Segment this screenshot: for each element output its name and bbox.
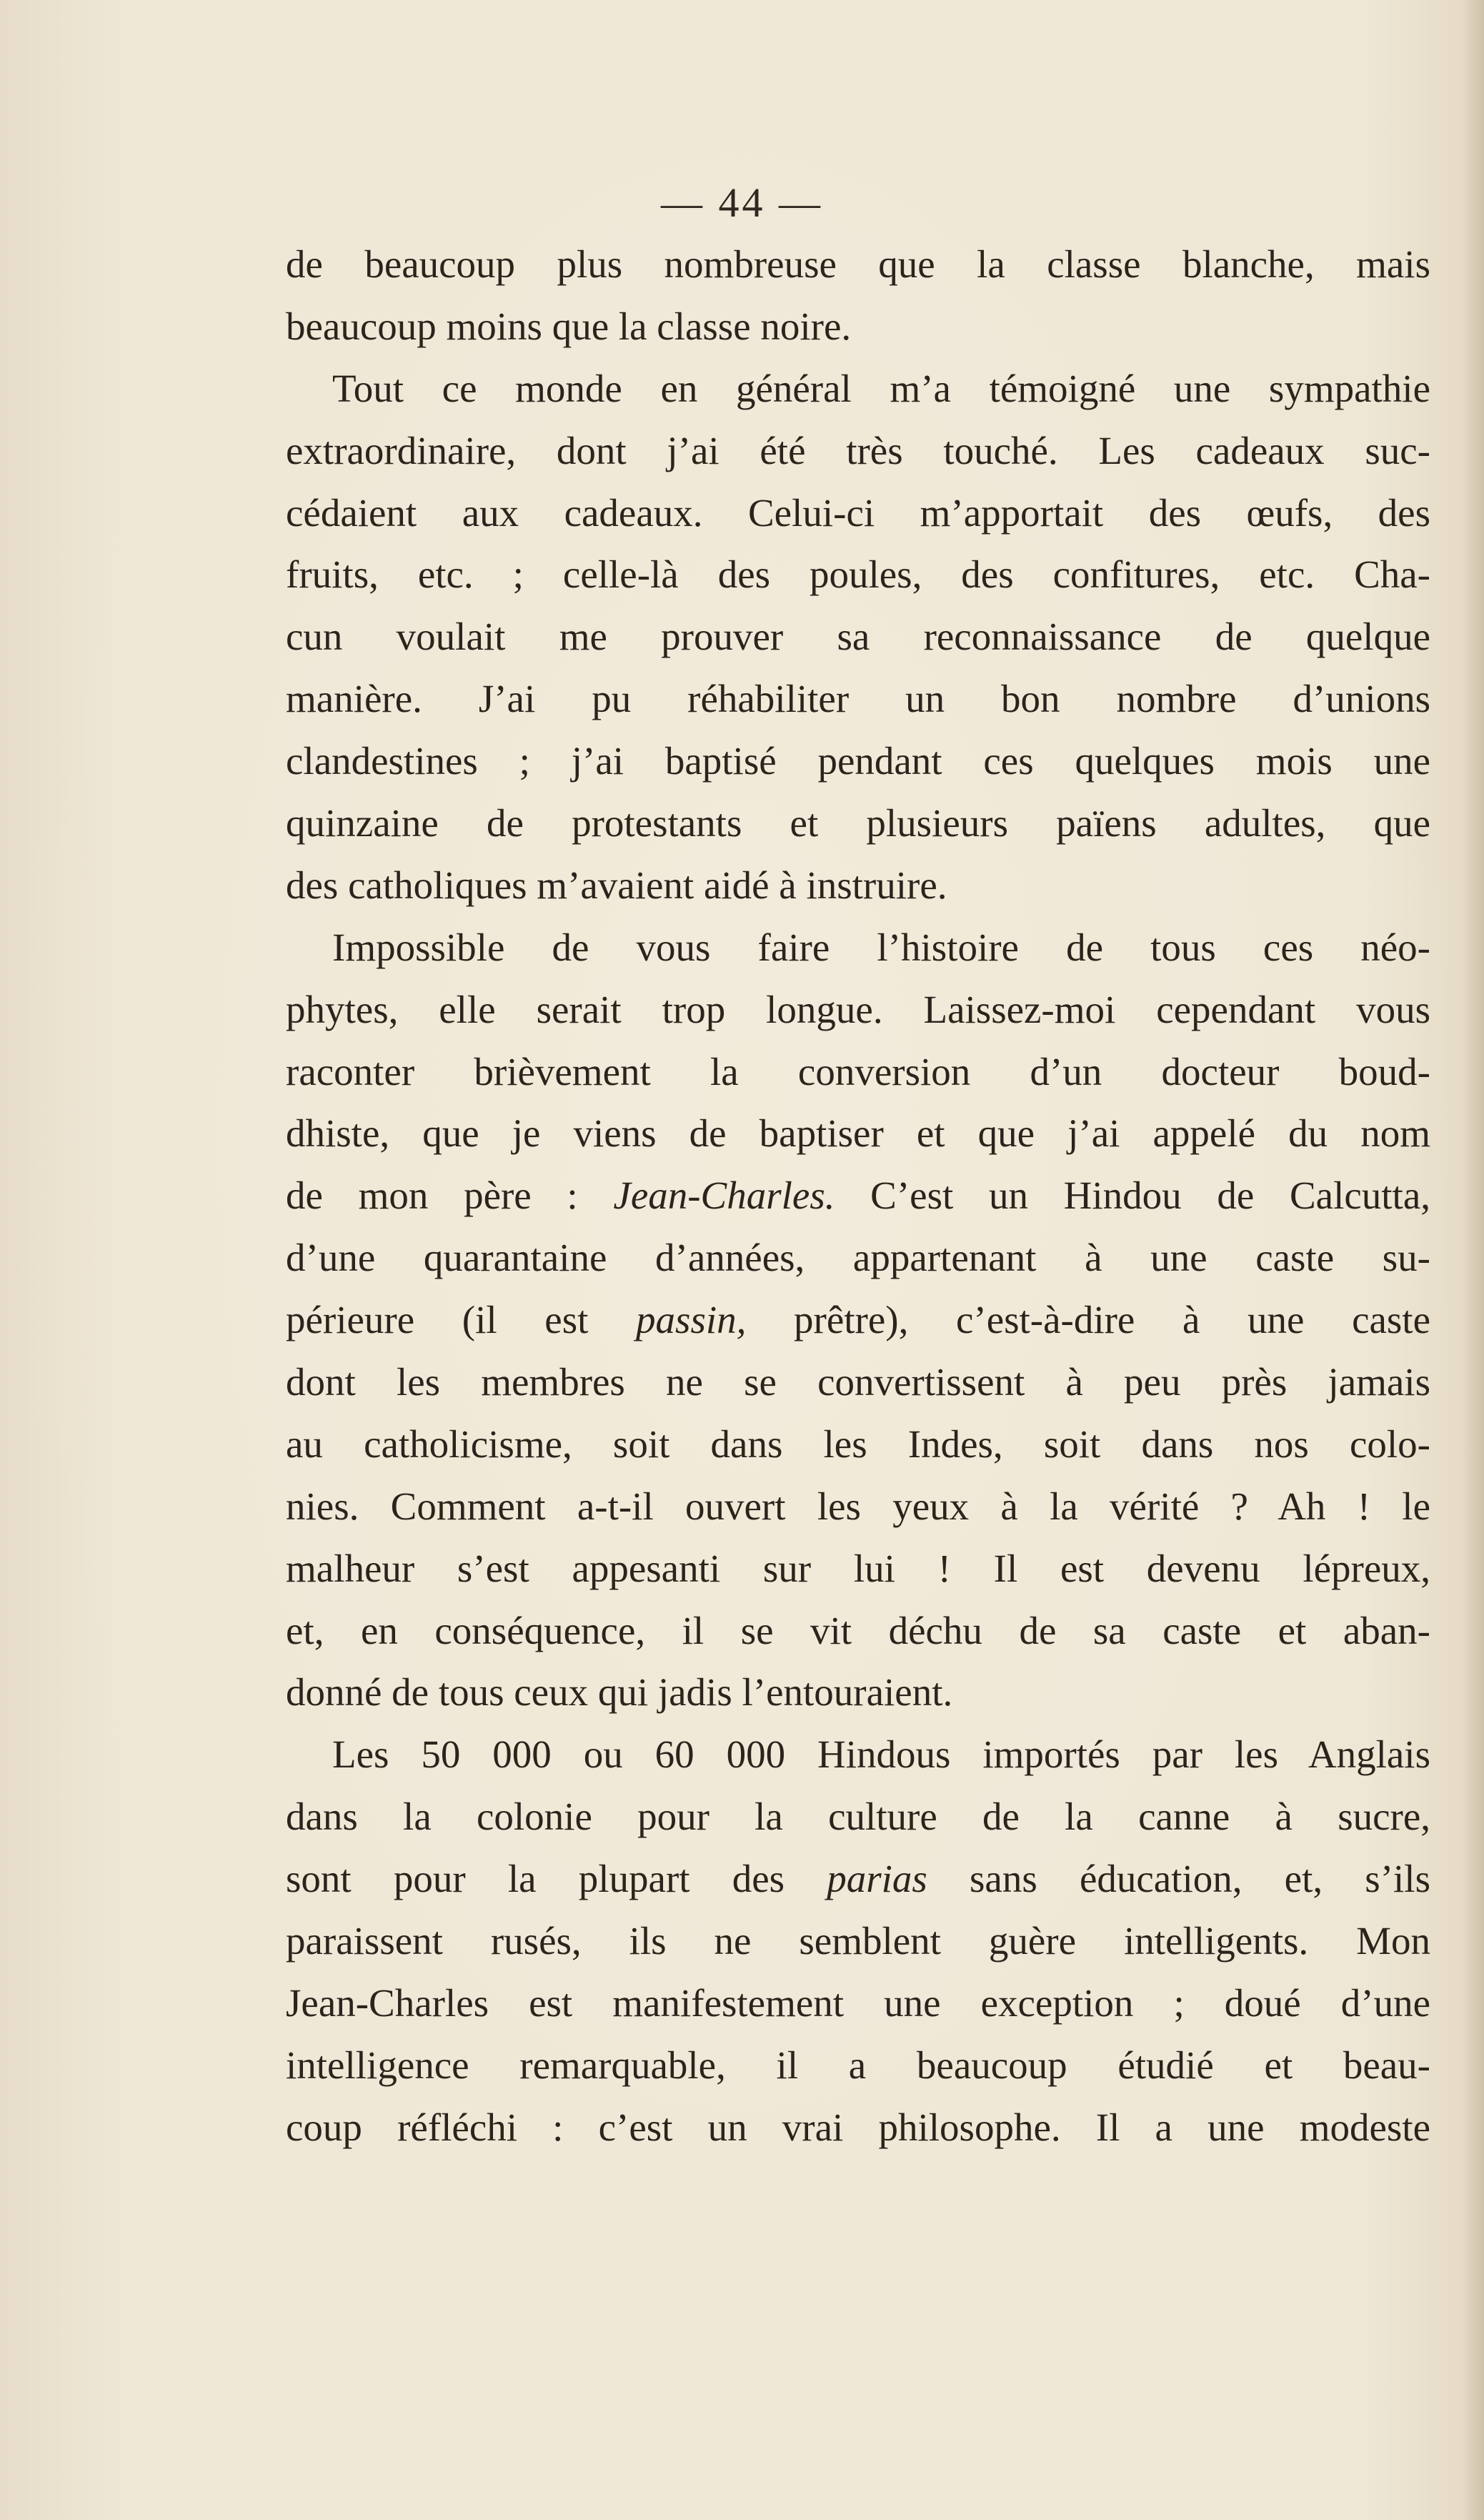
text-line: manière. J’ai pu réhabiliter un bon nombre d’unions (286, 677, 1430, 721)
text-line: phytes, elle serait trop longue. Laissez-moi cependant vous (286, 987, 1430, 1031)
text-line: Tout ce monde en général m’a témoigné une sympathie (332, 366, 1430, 410)
text-line: Les 50 000 ou 60 000 Hindous importés par les Anglais (332, 1732, 1430, 1777)
text-line: des catholiques m’avaient aidé à instruire. (286, 863, 947, 907)
text-line: clandestines ; j’ai baptisé pendant ces quelques mois une (286, 739, 1430, 783)
text-line: quinzaine de protestants et plusieurs païens adultes, que (286, 801, 1430, 845)
text-line: dont les membres ne se convertissent à peu près jamais (286, 1360, 1430, 1404)
text-line: fruits, etc. ; celle-là des poules, des confitures, etc. Cha- (286, 552, 1430, 597)
text-line: de mon père : Jean-Charles. C’est un Hindou de Calcutta, (286, 1174, 1430, 1218)
text-line: beaucoup moins que la classe noire. (286, 304, 852, 348)
text-line: périeure (il est passin, prêtre), c’est-à-dire à une caste (286, 1298, 1431, 1342)
page-number: — 44 — (661, 179, 823, 226)
text-line: Impossible de vous faire l’histoire de tous ces néo- (332, 925, 1430, 969)
text-line: Jean-Charles est manifestement une exception ; doué d’une (286, 1980, 1430, 2025)
text-line: extraordinaire, dont j’ai été très touché. Les cadeaux suc- (286, 428, 1430, 472)
text-line: paraissent rusés, ils ne semblent guère intelligents. Mon (286, 1919, 1430, 1963)
text-line: dhiste, que je viens de baptiser et que j’ai appelé du nom (286, 1111, 1430, 1156)
text-line: intelligence remarquable, il a beaucoup étudié et beau- (286, 2043, 1430, 2087)
text-line: nies. Comment a-t-il ouvert les yeux à la vérité ? Ah ! le (286, 1484, 1430, 1528)
text-line: de beaucoup plus nombreuse que la classe blanche, mais (286, 242, 1430, 286)
text-line: d’une quarantaine d’années, appartenant à une caste su- (286, 1236, 1430, 1280)
page-edge-shadow (1463, 0, 1484, 2520)
text-line: et, en conséquence, il se vit déchu de sa caste et aban- (286, 1608, 1430, 1652)
text-line: coup réfléchi : c’est un vrai philosophe. Il a une modeste (286, 2105, 1430, 2149)
body-text (286, 234, 1430, 2159)
text-line: raconter brièvement la conversion d’un docteur boud- (286, 1049, 1430, 1093)
text-line: cédaient aux cadeaux. Celui-ci m’apportait des œufs, des (286, 490, 1430, 535)
text-line: malheur s’est appesanti sur lui ! Il est devenu lépreux, (286, 1546, 1430, 1590)
text-line: dans la colonie pour la culture de la canne à sucre, (286, 1795, 1430, 1839)
text-line: cun voulait me prouver sa reconnaissance de quelque (286, 615, 1430, 659)
text-line: sont pour la plupart des parias sans éducation, et, s’ils (286, 1857, 1430, 1901)
text-line: donné de tous ceux qui jadis l’entouraient. (286, 1670, 953, 1715)
text-line: au catholicisme, soit dans les Indes, soit dans nos colo- (286, 1422, 1430, 1466)
